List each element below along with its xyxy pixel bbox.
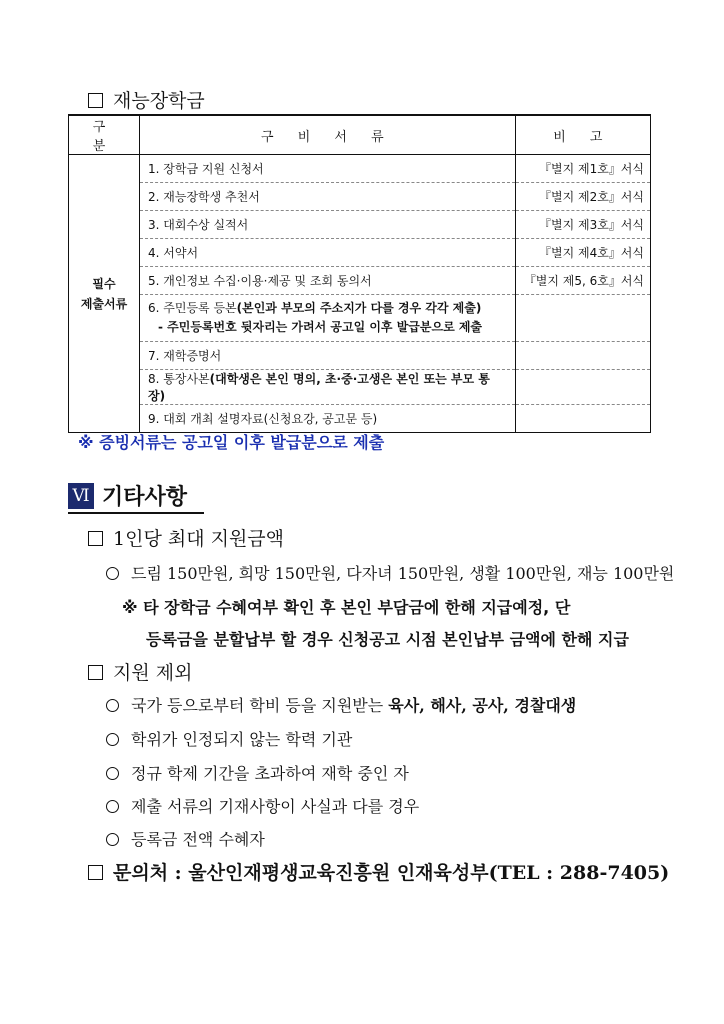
document-item: 4. 서약서 (140, 239, 516, 267)
table-row (69, 370, 651, 405)
section-underline (68, 512, 204, 514)
exclusion-item: 등록금 전액 수혜자 (106, 827, 265, 850)
table-row (69, 342, 651, 370)
header-category: 구 분 (69, 115, 140, 155)
checkbox-square-icon (88, 665, 103, 680)
circle-bullet-icon (106, 733, 119, 746)
section-heading-vi (68, 480, 187, 511)
subsection-max-support: 1인당 최대 지원금액 (88, 524, 284, 551)
document-item: 8. 통장사본(대학생은 본인 명의, 초·중·고생은 본인 또는 부모 통장) (140, 370, 516, 405)
circle-bullet-icon (106, 800, 119, 813)
document-item: 5. 개인정보 수집·이용·제공 및 조회 동의서 (140, 267, 516, 295)
table-row (69, 183, 651, 211)
document-note: 『별지 제2호』서식 (515, 183, 650, 211)
table-row (69, 267, 651, 295)
exclusion-item: 국가 등으로부터 학비 등을 지원받는 육사, 해사, 공사, 경찰대생 (106, 693, 576, 716)
document-item: 1. 장학금 지원 신청서 (140, 155, 516, 183)
header-documents: 구 비 서 류 (140, 115, 516, 155)
document-note: 『별지 제4호』서식 (515, 239, 650, 267)
table-row (69, 239, 651, 267)
max-support-note-2: 등록금을 분할납부 할 경우 신청공고 시점 본인납부 금액에 한해 지급 (146, 630, 629, 649)
exclusion-item: 정규 학제 기간을 초과하여 재학 중인 자 (106, 761, 409, 784)
max-support-note-1: ※ 타 장학금 수혜여부 확인 후 본인 부담금에 한해 지급예정, 단 (122, 598, 571, 617)
document-note (515, 342, 650, 370)
document-note: 『별지 제1호』서식 (515, 155, 650, 183)
circle-bullet-icon (106, 833, 119, 846)
circle-bullet-icon (106, 767, 119, 780)
circle-bullet-icon (106, 567, 119, 580)
checkbox-square-icon (88, 865, 103, 880)
table-row (69, 155, 651, 183)
section-title-talent: 재능장학금 (88, 86, 205, 113)
document-item: 7. 재학증명서 (140, 342, 516, 370)
document-item: 3. 대회수상 실적서 (140, 211, 516, 239)
document-note: 『별지 제3호』서식 (515, 211, 650, 239)
section-title: 기타사항 (102, 485, 188, 510)
exclusion-item: 제출 서류의 기재사항이 사실과 다를 경우 (106, 794, 419, 817)
category-label: 필수 제출서류 (80, 276, 128, 311)
circle-bullet-icon (106, 699, 119, 712)
document-item: 6. 주민등록 등본(본인과 부모의 주소지가 다를 경우 각각 제출) - 주민등록번호 뒷자리는 가려서 공고일 이후 발급분으로 제출 (140, 295, 516, 342)
document-note (515, 295, 650, 342)
checkbox-square-icon (88, 531, 103, 546)
exclusion-item: 학위가 인정되지 않는 학력 기관 (106, 727, 352, 750)
table-row (69, 211, 651, 239)
checkbox-square-icon (88, 93, 103, 108)
section-number: Ⅵ (68, 483, 94, 509)
required-documents-table (68, 114, 651, 433)
evidence-notice: ※ 증빙서류는 공고일 이후 발급분으로 제출 (78, 433, 385, 452)
category-cell (69, 155, 140, 433)
table-row (69, 295, 651, 342)
document-note (515, 370, 650, 405)
max-support-bullet: 드림 150만원, 희망 150만원, 다자녀 150만원, 생활 100만원, 재능 100만원 (106, 561, 674, 584)
table-header-row (69, 115, 651, 155)
subsection-exclusion: 지원 제외 (88, 658, 192, 685)
contact-line: 문의처 : 울산인재평생교육진흥원 인재육성부(TEL : 288-7405) (88, 858, 669, 885)
header-note: 비 고 (515, 115, 650, 155)
document-note (515, 405, 650, 433)
document-note: 『별지 제5, 6호』서식 (515, 267, 650, 295)
document-item: 2. 재능장학생 추천서 (140, 183, 516, 211)
document-item: 9. 대회 개최 설명자료(신청요강, 공고문 등) (140, 405, 516, 433)
table-row (69, 405, 651, 433)
